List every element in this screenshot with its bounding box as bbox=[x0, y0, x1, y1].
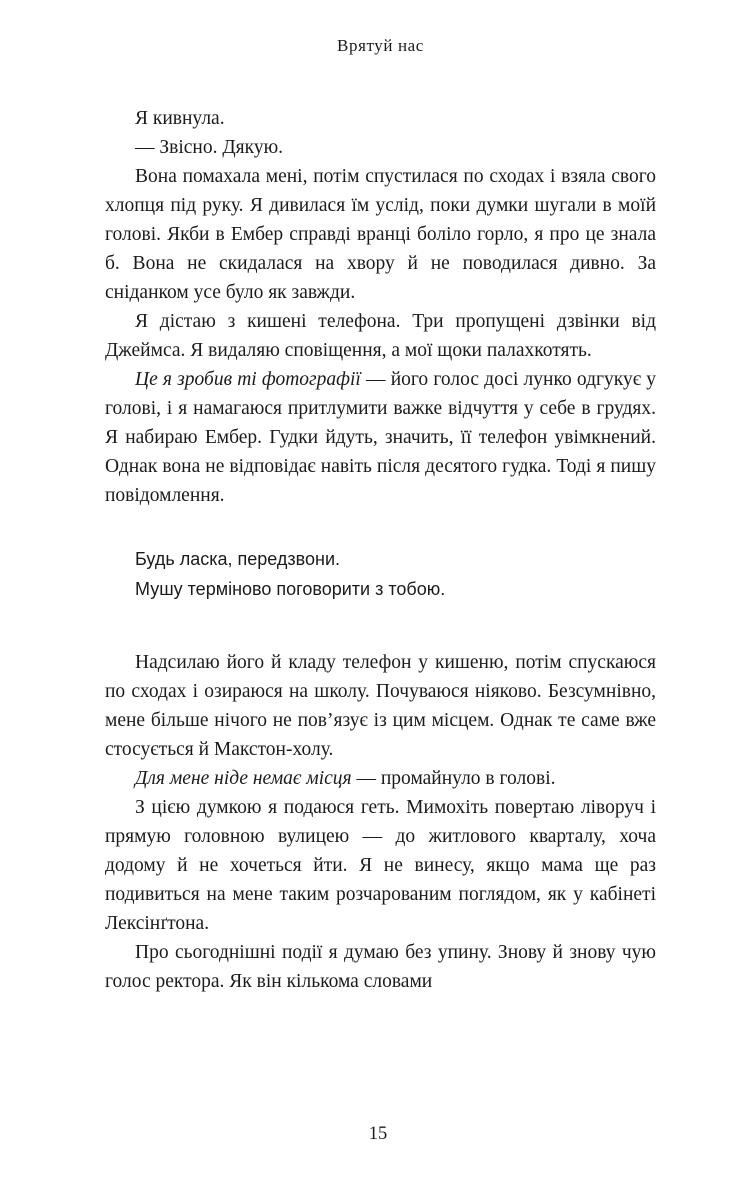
paragraph: З цією думкою я подаюся геть. Мимохіть повертаю ліворуч і прямую головною вулицею — до житлового кварталу, хоча додому й не хочеться йти. Я не винесу, якщо мама ще раз подивиться на мене таким розчарованим поглядом, як у кабінеті Лексінґтона. bbox=[105, 797, 656, 934]
running-header: Врятуй нас bbox=[337, 36, 424, 55]
message-block bbox=[135, 544, 656, 604]
italic-text: Для мене ніде немає місця bbox=[135, 768, 352, 789]
italic-text: Це я зробив ті фотографії bbox=[135, 369, 361, 390]
paragraph: Для мене ніде немає місця — промайнуло в голові. bbox=[135, 768, 556, 789]
message-line: Мушу терміново поговорити з тобою. bbox=[135, 579, 446, 599]
paragraph: Вона помахала мені, потім спустилася по сходах і взяла свого хлопця під руку. Я дивилася їм услід, поки думки шугали в моїй голові. Якби в Ембер справді вранці боліло горло, я про це знала б. Вона не скидалася на хвору й не поводилася дивно. За сніданком усе було як завжди. bbox=[105, 166, 656, 303]
paragraph: Це я зробив ті фотографії — його голос досі лунко одгукує у голові, і я намагаюся притлумити важке відчуття у себе в грудях. Я набираю Ембер. Гудки йдуть, значить, її телефон увімкнений. Однак вона не відповідає навіть після десятого гудка. Тоді я пишу повідомлення. bbox=[105, 369, 656, 506]
page-content bbox=[105, 104, 656, 996]
message-line: Будь ласка, передзвони. bbox=[135, 549, 341, 569]
paragraph: — Звісно. Дякую. bbox=[135, 137, 284, 158]
paragraph: Про сьогоднішні події я думаю без упину. Знову й знову чую голос ректора. Як він кількома словами bbox=[105, 942, 656, 992]
paragraph: Надсилаю його й кладу телефон у кишеню, потім спускаюся по сходах і озираюся на школу. Почуваюся ніяково. Безсумнівно, мене більше нічого не пов’язує із цим місцем. Однак те саме вже стосується й Макстон-холу. bbox=[105, 652, 656, 760]
page-number: 15 bbox=[368, 1124, 388, 1144]
paragraph: Я дістаю з кишені телефона. Три пропущені дзвінки від Джеймса. Я видаляю сповіщення, а мої щоки палахкотять. bbox=[105, 311, 656, 361]
paragraph: Я кивнула. bbox=[135, 108, 225, 129]
